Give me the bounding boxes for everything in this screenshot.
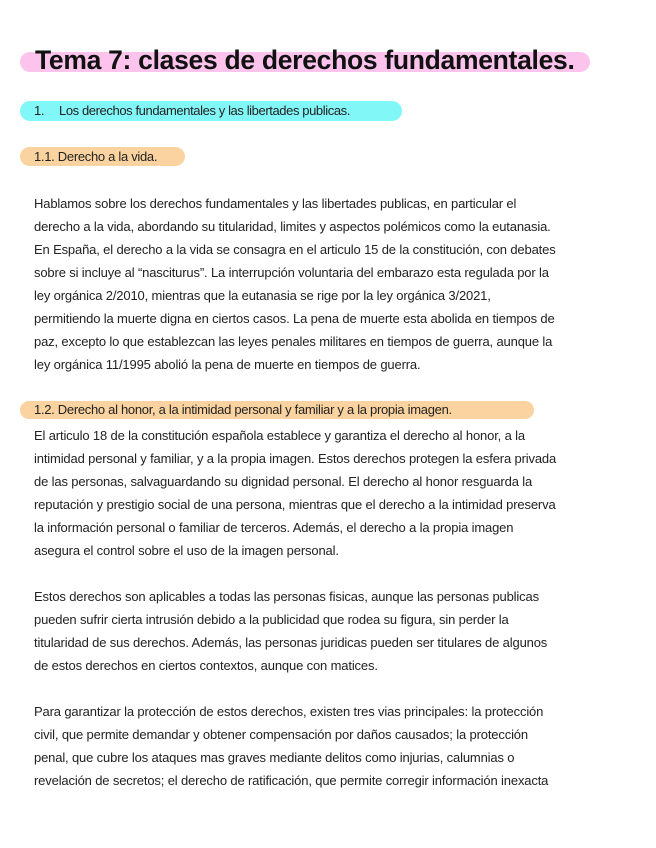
- text-line: Hablamos sobre los derechos fundamentales y las libertades publicas, en particular el: [34, 196, 517, 211]
- text-line: la información personal o familiar de terceros. Además, el derecho a la propia imagen: [34, 520, 514, 535]
- text-line: revelación de secretos; el derecho de ratificación, que permite corregir información inexacta: [34, 773, 549, 788]
- subsection-1-2-heading: 1.2. Derecho al honor, a la intimidad personal y familiar y a la propia imagen.: [34, 402, 452, 417]
- text-line: ley orgánica 2/2010, mientras que la eutanasia se rige por la ley orgánica 3/2021,: [34, 288, 491, 303]
- text-line: Estos derechos son aplicables a todas las personas fisicas, aunque las personas publicas: [34, 589, 539, 604]
- subsection-1-2-paragraph-3: [34, 700, 634, 792]
- subsection-1-1-paragraph: [34, 192, 634, 376]
- text-line: ley orgánica 11/1995 abolió la pena de muerte en tiempos de guerra.: [34, 357, 421, 372]
- document-title: Tema 7: clases de derechos fundamentales.: [35, 45, 575, 75]
- text-line: reputación y prestigio social de una persona, mientras que el derecho a la intimidad preserva: [34, 497, 556, 512]
- text-line: de las personas, salvaguardando su dignidad personal. El derecho al honor resguarda la: [34, 474, 533, 489]
- section-1-heading: [34, 103, 350, 118]
- text-line: Para garantizar la protección de estos derechos, existen tres vias principales: la protección: [34, 704, 544, 719]
- text-line: intimidad personal y familiar, y a la propia imagen. Estos derechos protegen la esfera privada: [34, 451, 557, 466]
- text-line: civil, que permite demandar y obtener compensación por daños causados; la protección: [34, 727, 528, 742]
- text-line: El articulo 18 de la constitución española establece y garantiza el derecho al honor, a la: [34, 428, 525, 443]
- text-line: titularidad de sus derechos. Además, las personas juridicas pueden ser titulares de algunos: [34, 635, 548, 650]
- section-1-number: 1.: [34, 103, 45, 118]
- text-line: penal, que cubre los ataques mas graves mediante delitos como injurias, calumnias o: [34, 750, 515, 765]
- text-line: sobre si incluye al “nasciturus”. La interrupción voluntaria del embarazo esta regulada por la: [34, 265, 549, 280]
- text-line: paz, excepto lo que establezcan las leyes penales militares en tiempos de guerra, aunque la: [34, 334, 553, 349]
- subsection-1-1-heading: 1.1. Derecho a la vida.: [34, 149, 158, 164]
- section-1-label: Los derechos fundamentales y las libertades publicas.: [59, 103, 350, 118]
- text-line: asegura el control sobre el uso de la imagen personal.: [34, 543, 339, 558]
- text-line: derecho a la vida, abordando su titularidad, limites y aspectos polémicos como la eutanasia.: [34, 219, 551, 234]
- text-line: En España, el derecho a la vida se consagra en el articulo 15 de la constitución, con debates: [34, 242, 556, 257]
- text-line: pueden sufrir cierta intrusión debido a la publicidad que rodea su figura, sin perder la: [34, 612, 509, 627]
- text-line: permitiendo la muerte digna en ciertos casos. La pena de muerte esta abolida en tiempos de: [34, 311, 555, 326]
- subsection-1-2-paragraph-1: [34, 424, 634, 562]
- text-line: de estos derechos en ciertos contextos, aunque con matices.: [34, 658, 378, 673]
- subsection-1-2-paragraph-2: [34, 585, 634, 677]
